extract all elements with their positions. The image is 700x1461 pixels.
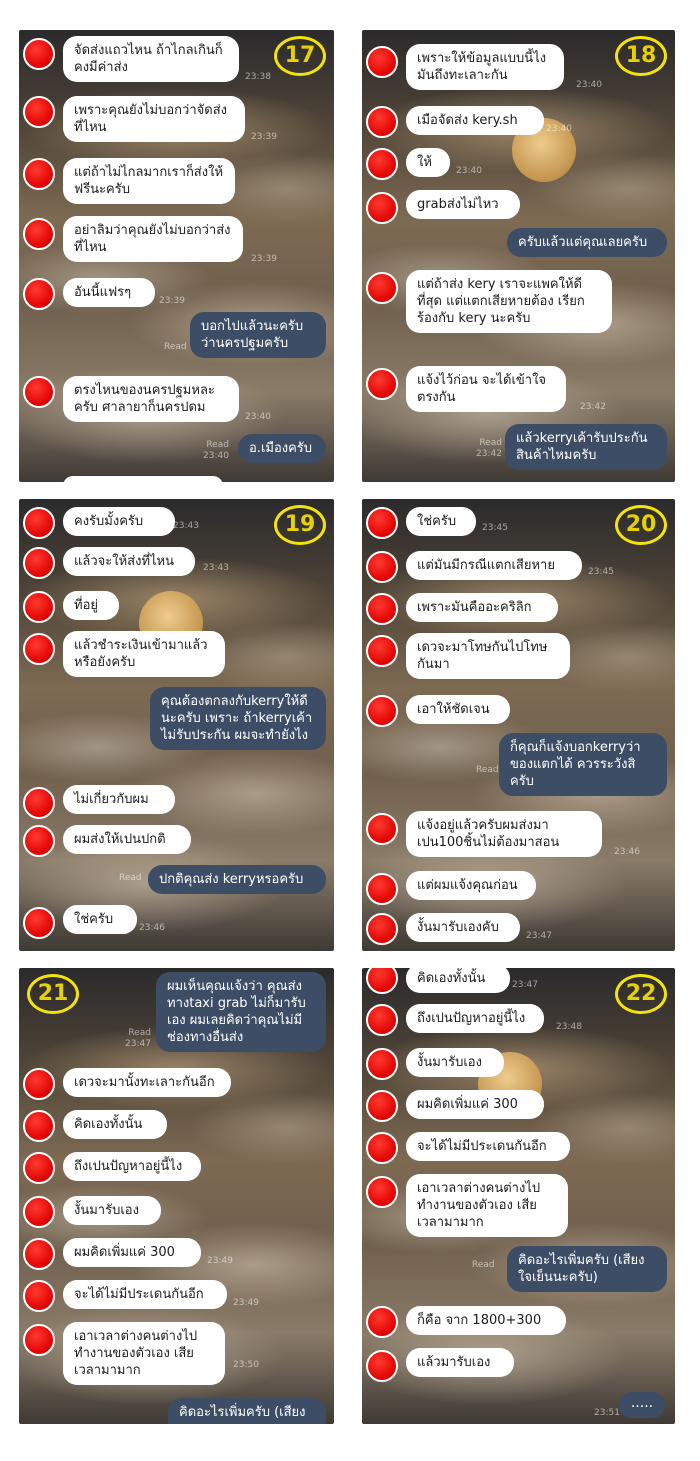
message-bubble: ก็คุณก็แจ้งบอกkerryว่าของแตกได้ ควรระวังสิครับ	[499, 733, 667, 796]
message-bubble: ผมคิดเพิ่มแค่ 300	[63, 1238, 201, 1267]
page-number-badge: 18	[615, 36, 667, 76]
message-bubble: ไม่เกี่ยวกับผม	[63, 785, 175, 814]
message-bubble-partial	[63, 476, 223, 482]
avatar[interactable]	[366, 507, 398, 539]
message-bubble: แต่ถ้าส่ง kery เราจะแพคให้ดีที่สุด แต่แตกเสียหายต้อง เรียกร้องกับ kery นะครับ	[406, 270, 612, 333]
chat-panel-22	[362, 968, 675, 1424]
chat-panel-18	[362, 30, 675, 482]
avatar[interactable]	[366, 593, 398, 625]
message-time: 23:47	[512, 980, 538, 990]
footer-time: 23:51	[594, 1408, 620, 1418]
message-time: 23:46	[139, 923, 165, 933]
message-bubble: คุณต้องตกลงกับkerryให้ดีนะครับ เพราะ ถ้าkerryเค้าไม่รับประกัน ผมจะทำยังไง	[150, 687, 326, 750]
message-time: 23:40	[456, 166, 482, 176]
message-time: 23:47	[526, 931, 552, 941]
message-time: 23:39	[251, 132, 277, 142]
message-status: Read	[164, 342, 187, 352]
message-bubble: grabส่งไม่ไหว	[406, 190, 520, 219]
message-bubble: ผมส่งให้เปนปกติ	[63, 825, 191, 854]
message-status: Read 23:42	[476, 438, 502, 459]
message-bubble: ตรงไหนของนครปฐมหละครับ ศาลายาก็นครปดม	[63, 376, 239, 422]
avatar[interactable]	[366, 873, 398, 905]
avatar[interactable]	[23, 1196, 55, 1228]
avatar[interactable]	[366, 1176, 398, 1208]
message-bubble: แต่มันมีกรณีแตกเสียหาย	[406, 551, 582, 580]
message-time: 23:49	[207, 1256, 233, 1266]
avatar[interactable]	[366, 46, 398, 78]
message-bubble: ใช่ครับ	[63, 905, 137, 934]
message-bubble: เอาให้ชัดเจน	[406, 695, 510, 724]
avatar[interactable]	[366, 968, 398, 994]
message-status: Read	[472, 1260, 495, 1270]
message-bubble: คิดเองทั้งนั้น	[406, 968, 510, 993]
avatar[interactable]	[23, 825, 55, 857]
message-bubble: อ.เมืองครับ	[238, 434, 326, 463]
avatar[interactable]	[23, 96, 55, 128]
avatar[interactable]	[23, 38, 55, 70]
message-bubble: จัดส่งแถวไหน ถ้าไกลเกินก็คงมีค่าส่ง	[63, 36, 239, 82]
message-bubble: ปกติคุณส่ง kerryหรอครับ	[148, 865, 326, 894]
message-time: 23:42	[580, 402, 606, 412]
message-time: 23:48	[556, 1022, 582, 1032]
message-time: 23:46	[614, 847, 640, 857]
avatar[interactable]	[366, 913, 398, 945]
message-bubble: เอาเวลาต่างคนต่างไปทำงานของตัวเอง เสียเวลามามาก	[63, 1322, 225, 1385]
message-time: 23:50	[233, 1360, 259, 1370]
avatar[interactable]	[23, 158, 55, 190]
message-bubble: เพราะให้ข้อมูลแบบนี้ไง มันถึงทะเลาะกัน	[406, 44, 564, 90]
avatar[interactable]	[23, 591, 55, 623]
message-status: Read	[476, 765, 499, 775]
avatar[interactable]	[23, 1068, 55, 1100]
avatar[interactable]	[366, 148, 398, 180]
message-bubble: จะได้ไม่มีประเดนกันอีก	[63, 1280, 227, 1309]
message-bubble: แล้วชำระเงินเข้ามาแล้วหรือยังครับ	[63, 631, 225, 677]
message-bubble: ถึงเปนปัญหาอยู่นี้ไง	[63, 1152, 201, 1181]
message-time: 23:43	[203, 563, 229, 573]
avatar[interactable]	[23, 1324, 55, 1356]
page-number-badge: 20	[615, 505, 667, 545]
more-messages-button[interactable]: .....	[619, 1392, 665, 1418]
message-bubble: เพราะมันคืออะคริลิก	[406, 593, 558, 622]
page-number-badge: 19	[274, 505, 326, 545]
avatar[interactable]	[23, 1280, 55, 1312]
message-bubble: ใช่ครับ	[406, 507, 476, 536]
page-number-badge: 17	[274, 36, 326, 76]
avatar[interactable]	[23, 907, 55, 939]
avatar[interactable]	[366, 551, 398, 583]
avatar[interactable]	[366, 1350, 398, 1382]
avatar[interactable]	[23, 507, 55, 539]
avatar[interactable]	[366, 1090, 398, 1122]
avatar[interactable]	[366, 272, 398, 304]
avatar[interactable]	[23, 376, 55, 408]
message-bubble: แต่ถ้าไม่ไกลมากเราก็ส่งให้ฟรีนะครับ	[63, 158, 235, 204]
message-bubble: ผมคิดเพิ่มแค่ 300	[406, 1090, 544, 1119]
message-bubble: อย่าลิมว่าคุณยังไม่บอกว่าส่งที่ไหน	[63, 216, 243, 262]
message-bubble: เดวจะมานั้งทะเลาะกันอีก	[63, 1068, 231, 1097]
message-bubble: คิดเองทั้งนั้น	[63, 1110, 167, 1139]
avatar[interactable]	[23, 633, 55, 665]
page-number-badge: 21	[27, 974, 79, 1014]
message-time: 23:45	[588, 567, 614, 577]
message-status: Read	[119, 873, 142, 883]
chat-panel-19	[19, 499, 334, 951]
message-time: 23:40	[245, 412, 271, 422]
avatar[interactable]	[23, 787, 55, 819]
avatar[interactable]	[23, 1110, 55, 1142]
message-bubble: แจ้งไว้ก่อน จะได้เข้าใจตรงกัน	[406, 366, 566, 412]
chat-panel-17	[19, 30, 334, 482]
message-bubble: เดวจะมาโทษกันไปโทษกันมา	[406, 633, 570, 679]
avatar[interactable]	[366, 368, 398, 400]
message-bubble: แต่ผมแจ้งคุณก่อน	[406, 871, 536, 900]
message-time: 23:40	[576, 80, 602, 90]
chat-panel-21	[19, 968, 334, 1424]
message-bubble: คิดอะไรเพิ่มครับ (เสียงใจเย็นนะครับ)	[507, 1246, 667, 1292]
message-bubble: ครับแล้วแต่คุณเลยครับ	[507, 228, 667, 257]
avatar[interactable]	[23, 218, 55, 250]
message-bubble: แจ้งอยู่แล้วครับผมส่งมาเปน100ชิ้นไม่ต้องมาสอน	[406, 811, 602, 857]
chat-panel-20	[362, 499, 675, 951]
message-bubble: ให้	[406, 148, 450, 177]
message-bubble: ก็คือ จาก 1800+300	[406, 1306, 566, 1335]
message-bubble: งั้นมารับเอง	[63, 1196, 161, 1225]
message-time: 23:38	[245, 72, 271, 82]
avatar[interactable]	[366, 1004, 398, 1036]
avatar[interactable]	[366, 106, 398, 138]
avatar[interactable]	[366, 1306, 398, 1338]
avatar[interactable]	[23, 1238, 55, 1270]
avatar[interactable]	[23, 1152, 55, 1184]
message-time: 23:49	[233, 1298, 259, 1308]
message-time: 23:39	[159, 296, 185, 306]
avatar[interactable]	[366, 695, 398, 727]
message-time: 23:45	[482, 523, 508, 533]
avatar[interactable]	[366, 192, 398, 224]
message-bubble: แล้วมารับเอง	[406, 1348, 514, 1377]
message-bubble: จะได้ไม่มีประเดนกันอีก	[406, 1132, 570, 1161]
message-bubble: งั้นมารับเองคับ	[406, 913, 520, 942]
avatar[interactable]	[366, 1132, 398, 1164]
message-bubble: อันนี้แฟรๆ	[63, 278, 155, 307]
message-bubble: ผมเห็นคุณแจ้งว่า คุณส่งทางtaxi grab ไม่ก็มารับเอง ผมเลยคิดว่าคุณไม่มีช่องทางอื่นส่ง	[156, 972, 326, 1052]
message-bubble: แล้วkerryเค้ารับประกันสินค้าไหมครับ	[505, 424, 667, 470]
message-bubble: เอาเวลาต่างคนต่างไปทำงานของตัวเอง เสียเวลามามาก	[406, 1174, 568, 1237]
avatar[interactable]	[366, 1048, 398, 1080]
message-bubble: งั้นมารับเอง	[406, 1048, 504, 1077]
page-number-badge: 22	[615, 974, 667, 1014]
message-bubble: คิดอะไรเพิ่มครับ (เสียง	[168, 1398, 326, 1424]
message-time: 23:39	[251, 254, 277, 264]
message-bubble: แล้วจะให้ส่งที่ไหน	[63, 547, 195, 576]
message-time: 23:40	[546, 124, 572, 134]
message-bubble: ที่อยู่	[63, 591, 119, 620]
message-bubble: ถึงเปนปัญหาอยู่นี้ไง	[406, 1004, 544, 1033]
message-bubble: เมือจัดส่ง kery.sh	[406, 106, 544, 135]
avatar[interactable]	[366, 635, 398, 667]
message-status: Read 23:40	[203, 440, 229, 461]
message-bubble: เพราะคุณยังไม่บอกว่าจัดส่งที่ไหน	[63, 96, 245, 142]
avatar[interactable]	[23, 278, 55, 310]
message-time: 23:43	[173, 521, 199, 531]
message-bubble: คงรับมั้งครับ	[63, 507, 175, 536]
message-status: Read 23:47	[125, 1028, 151, 1049]
message-bubble: บอกไปแล้วนะครับ ว่านครปฐมครับ	[190, 312, 326, 358]
avatar[interactable]	[366, 813, 398, 845]
avatar[interactable]	[23, 547, 55, 579]
